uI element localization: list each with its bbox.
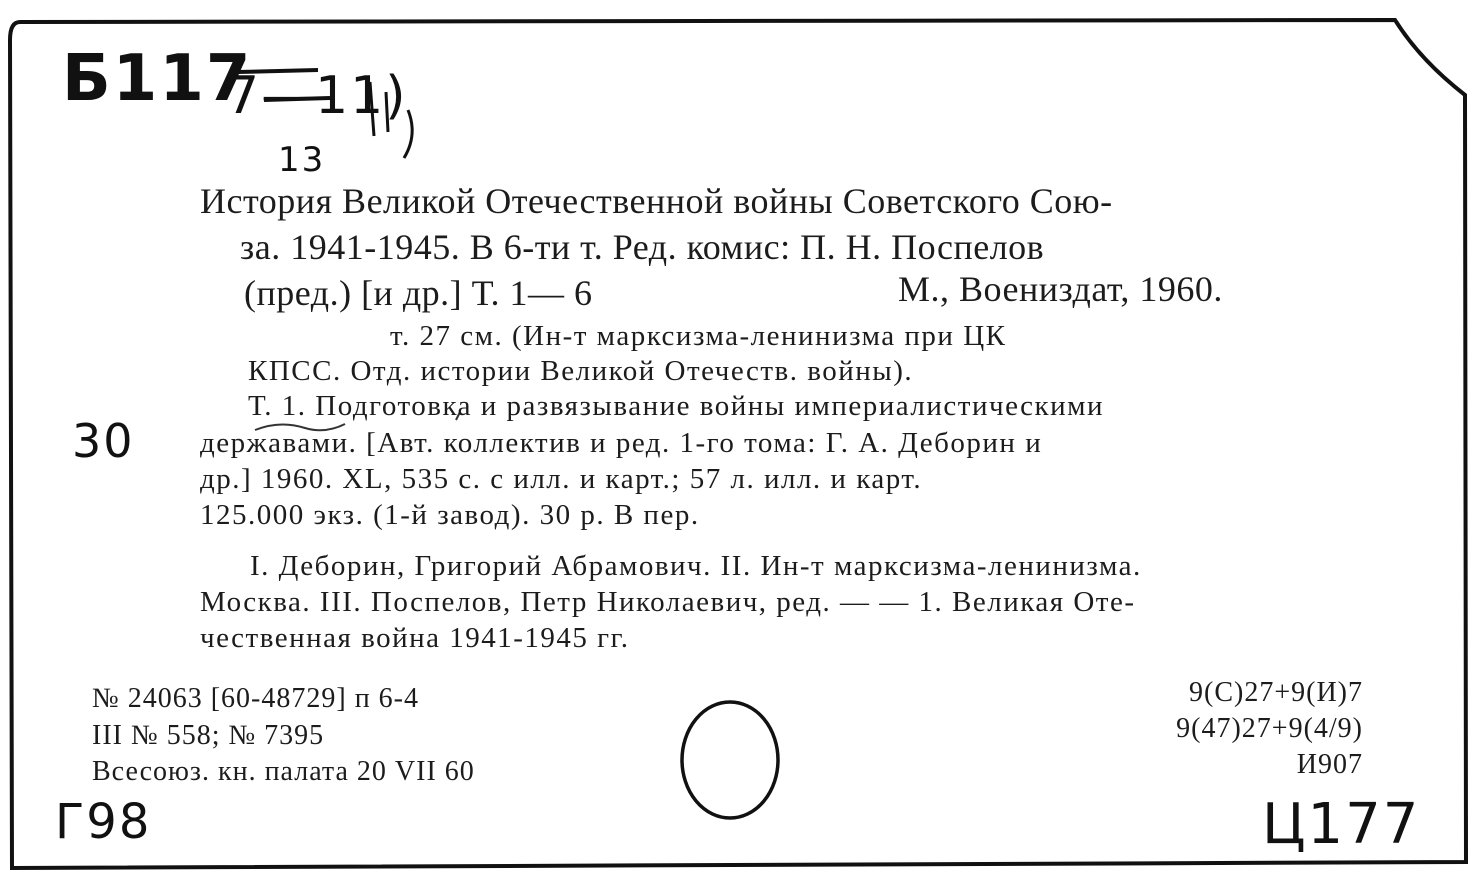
punch-hole: [682, 702, 778, 818]
handwritten-volume-mark: 13: [278, 140, 326, 180]
classification-line-2: 9(47)27+9(4/9): [1176, 713, 1363, 744]
volume-note-line-3: др.] 1960. XL, 535 с. с илл. и карт.; 57 л. илл. и карт.: [200, 463, 923, 495]
tracings-line-3: чественная война 1941-1945 гг.: [200, 622, 630, 654]
author-sign: И907: [1296, 749, 1363, 780]
title-line-3-imprint: М., Воениздат, 1960.: [898, 269, 1223, 309]
physical-description-line-2: КПСС. Отд. истории Великой Отечеств. войны).: [248, 355, 914, 387]
footer-card-number: № 24063 [60-48729] п 6-4: [92, 683, 419, 714]
classification-line-1: 9(С)27+9(И)7: [1189, 677, 1363, 708]
handwritten-shelfmark: Б117: [62, 42, 253, 116]
footer-registration: III № 558; № 7395: [92, 720, 325, 751]
footer-chamber: Всесоюз. кн. палата 20 VII 60: [92, 756, 475, 787]
volume-note-line-4: 125.000 экз. (1-й завод). 30 р. В пер.: [200, 499, 700, 531]
tracings-line-1: I. Деборин, Григорий Абрамович. II. Ин-т марксизма-ленинизма.: [250, 550, 1142, 582]
title-line-3-left: (пред.) [и др.] Т. 1— 6: [244, 273, 593, 313]
tracings-line-2: Москва. III. Поспелов, Петр Николаевич, ред. — — 1. Великая Оте-: [200, 586, 1136, 618]
handwritten-bottom-right: Ц177: [1262, 792, 1421, 857]
handwritten-bottom-left: Г98: [55, 794, 152, 850]
physical-description-line-1: т. 27 см. (Ин-т марксизма-ленинизма при ЦК: [390, 320, 1007, 352]
volume-note-line-1: Т. 1. Подготовка и развязывание войны империалистическими: [248, 390, 1105, 422]
volume-note-line-2: державами. [Авт. коллектив и ред. 1-го тома: Г. А. Деборин и: [200, 427, 1043, 459]
handwritten-left-mark: 30: [72, 414, 135, 468]
title-line-2: за. 1941-1945. В 6-ти т. Ред. комис: П. Н. Поспелов: [240, 227, 1045, 267]
handwritten-shelfmark-fraction: 7—11): [226, 66, 408, 126]
title-line-1: История Великой Отечественной войны Советского Сою-: [200, 181, 1113, 221]
